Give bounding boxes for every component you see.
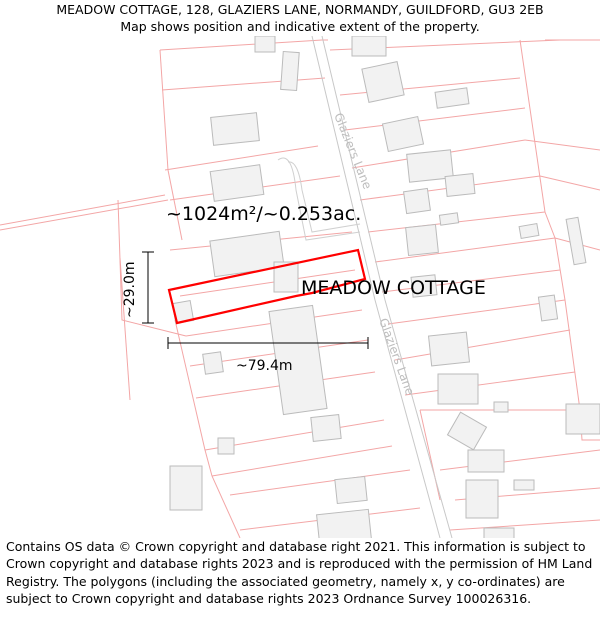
height-measure-label: ~29.0m [122,261,138,318]
property-label: MEADOW COTTAGE [301,277,486,299]
access-drive [278,158,360,240]
width-dimension [168,337,368,349]
map-svg [0,36,600,538]
map-header [0,0,600,35]
copyright-attribution: Contains OS data © Crown copyright and database right 2021. This information is subject to Crown copyright and database rights 2023 and is reproduced with the permission of HM Land Registry. The polygons (including the associated geometry, namely x, y co-ordinates) are subject to Crown copyright and database rights 2023 Ordnance Survey 100026316. [6,539,593,607]
street-label-glaziers-lane-south: Glaziers Lane [376,316,418,398]
height-dimension [142,252,154,323]
parcel-lines [0,40,600,538]
street-label-glaziers-lane-north: Glaziers Lane [331,110,375,192]
width-measure-label: ~79.4m [236,358,293,374]
area-label: ~1024m²/~0.253ac. [166,203,362,225]
address-title: MEADOW COTTAGE, 128, GLAZIERS LANE, NORMANDY, GUILDFORD, GU3 2EB [56,2,544,17]
map-subtitle: Map shows position and indicative extent of the property. [120,19,480,34]
map-canvas[interactable] [0,36,600,538]
